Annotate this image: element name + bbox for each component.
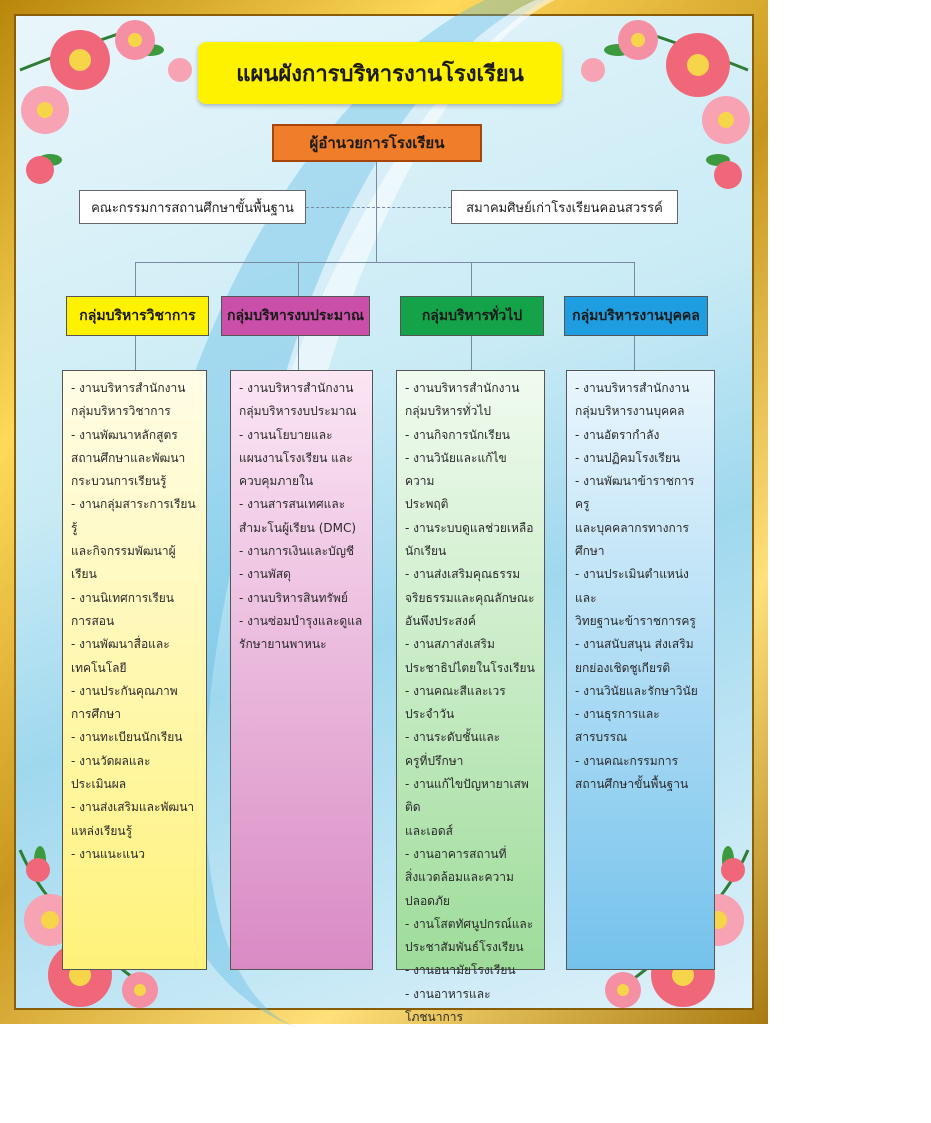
advisory-dashed-line (306, 207, 451, 208)
list-item: - งานบริหารสินทรัพย์ (239, 590, 348, 605)
committee-box: คณะกรรมการสถานศึกษาขั้นพื้นฐาน (79, 190, 306, 224)
list-item: - งานบริหารสำนักงาน (239, 381, 354, 395)
group-header-budget: กลุ่มบริหารงบประมาณ (221, 296, 370, 336)
list-item: - งานการเงินและบัญชี (239, 544, 355, 559)
list-item: - งานสนับสนุน ส่งเสริม (575, 637, 694, 652)
list-item: - งานพัสดุ (239, 567, 291, 582)
list-item: ประชาธิปไตยในโรงเรียน (405, 660, 535, 675)
list-item: - งานวินัยและรักษาวินัย (575, 683, 698, 698)
list-item: สำมะโนผู้เรียน (DMC) (239, 520, 357, 535)
list-item: สิ่งแวดล้อมและความ (405, 870, 514, 885)
list-item: - งานบริหารสำนักงาน (405, 381, 520, 395)
list-item: - งานอาคารสถานที่ (405, 846, 507, 861)
list-item: อันพึงประสงค์ (405, 613, 476, 628)
list-item: แหล่งเรียนรู้ (71, 823, 133, 838)
list-item: กลุ่มบริหารทั่วไป (405, 404, 491, 419)
list-item: - งานกิจการนักเรียน (405, 427, 510, 442)
list-item: - งานแนะแนว (71, 846, 146, 861)
list-item: - งานอนามัยโรงเรียน (405, 963, 516, 978)
list-item: รักษายานพาหนะ (239, 637, 327, 652)
list-item: - งานวัดผลและ (71, 753, 151, 768)
list-item: ยกย่องเชิดชูเกียรติ (575, 660, 671, 675)
page-title: แผนผังการบริหารงานโรงเรียน (198, 42, 562, 104)
list-item: - งานพัฒนาข้าราชการครู (575, 474, 695, 512)
list-item: - งานระดับชั้นและ (405, 730, 501, 745)
list-item: ประชาสัมพันธ์โรงเรียน (405, 940, 524, 955)
list-item: - งานระบบดูแลช่วยเหลือ (405, 520, 534, 535)
group-header-personnel: กลุ่มบริหารงานบุคคล (564, 296, 708, 336)
alumni-box: สมาคมศิษย์เก่าโรงเรียนคอนสวรรค์ (451, 190, 678, 224)
list-item: จริยธรรมและคุณลักษณะ (405, 590, 535, 605)
list-item: สถานศึกษาขั้นพื้นฐาน (575, 777, 689, 792)
list-item: - งานสารสนเทศและ (239, 497, 346, 512)
list-item: - งานแก้ไขปัญหายาเสพติด (405, 777, 529, 815)
director-trunk-line (376, 162, 377, 262)
list-item: กลุ่มบริหารวิชาการ (71, 404, 171, 419)
list-item: - งานธุรการและสารบรรณ (575, 707, 660, 745)
group-list-personnel (566, 370, 715, 970)
list-item: นักเรียน (405, 544, 447, 559)
director-box: ผู้อำนวยการโรงเรียน (272, 124, 482, 162)
list-item: การสอน (71, 613, 115, 628)
list-item: ประจำวัน (405, 707, 455, 722)
list-item: วิทยฐานะข้าราชการครู (575, 613, 696, 628)
list-item: - งานนิเทศการเรียน (71, 590, 175, 605)
list-item: ศึกษา (575, 544, 605, 559)
list-item: - งานคณะสีและเวร (405, 683, 506, 698)
group-list-general (396, 370, 545, 1025)
list-item: แผนงานโรงเรียน และ (239, 450, 353, 465)
group-list-budget (230, 370, 373, 970)
list-item: กระบวนการเรียนรู้ (71, 474, 167, 489)
list-item: - งานสภาส่งเสริม (405, 637, 495, 652)
flower-corner-top-left-icon (10, 10, 200, 210)
list-item: - งานปฏิคมโรงเรียน (575, 450, 681, 465)
list-item: - งานพัฒนาสื่อและ (71, 637, 170, 652)
list-item: ประพฤติ (405, 497, 449, 512)
group-header-academic: กลุ่มบริหารวิชาการ (66, 296, 209, 336)
list-item: - งานซ่อมบำรุงและดูแล (239, 613, 363, 628)
list-item: ปลอดภัย (405, 893, 450, 908)
list-item: - งานกลุ่มสาระการเรียนรู้ (71, 497, 196, 535)
list-item: - งานโสตทัศนูปกรณ์และ (405, 916, 534, 931)
list-item: และเอดส์ (405, 823, 453, 838)
list-item: - งานอัตรากำลัง (575, 427, 660, 442)
list-item: กลุ่มบริหารงานบุคคล (575, 404, 685, 419)
list-item: - งานบริหารสำนักงาน (575, 381, 690, 395)
list-item: - งานคณะกรรมการ (575, 753, 679, 768)
list-item: และกิจกรรมพัฒนาผู้เรียน (71, 544, 176, 582)
list-item: การศึกษา (71, 707, 121, 722)
list-item: - งานทะเบียนนักเรียน (71, 730, 183, 745)
group-header-general: กลุ่มบริหารทั่วไป (400, 296, 544, 336)
list-item: สถานศึกษาและพัฒนา (71, 450, 186, 465)
list-item: - งานอาหารและโภชนาการ (405, 986, 491, 1025)
list-item: - งานส่งเสริมคุณธรรม (405, 567, 521, 582)
list-item: และบุคคลากรทางการ (575, 520, 689, 535)
list-item: - งานส่งเสริมและพัฒนา (71, 800, 195, 815)
groups-horizontal-line (135, 262, 635, 263)
list-item: - งานบริหารสำนักงาน (71, 381, 186, 395)
list-item: เทคโนโลยี (71, 660, 127, 675)
list-item: ประเมินผล (71, 777, 127, 792)
list-item: - งานพัฒนาหลักสูตร (71, 427, 178, 442)
list-item: - งานวินัยและแก้ไขความ (405, 450, 507, 489)
list-item: - งานประกันคุณภาพ (71, 683, 178, 698)
list-item: - งานประเมินตำแหน่งและ (575, 567, 689, 605)
group-list-academic (62, 370, 207, 970)
list-item: กลุ่มบริหารงบประมาณ (239, 404, 357, 419)
list-item: ควบคุมภายใน (239, 474, 314, 489)
flower-corner-top-right-icon (568, 10, 758, 210)
list-item: - งานนโยบายและ (239, 427, 333, 442)
list-item: ครูที่ปรึกษา (405, 753, 464, 768)
